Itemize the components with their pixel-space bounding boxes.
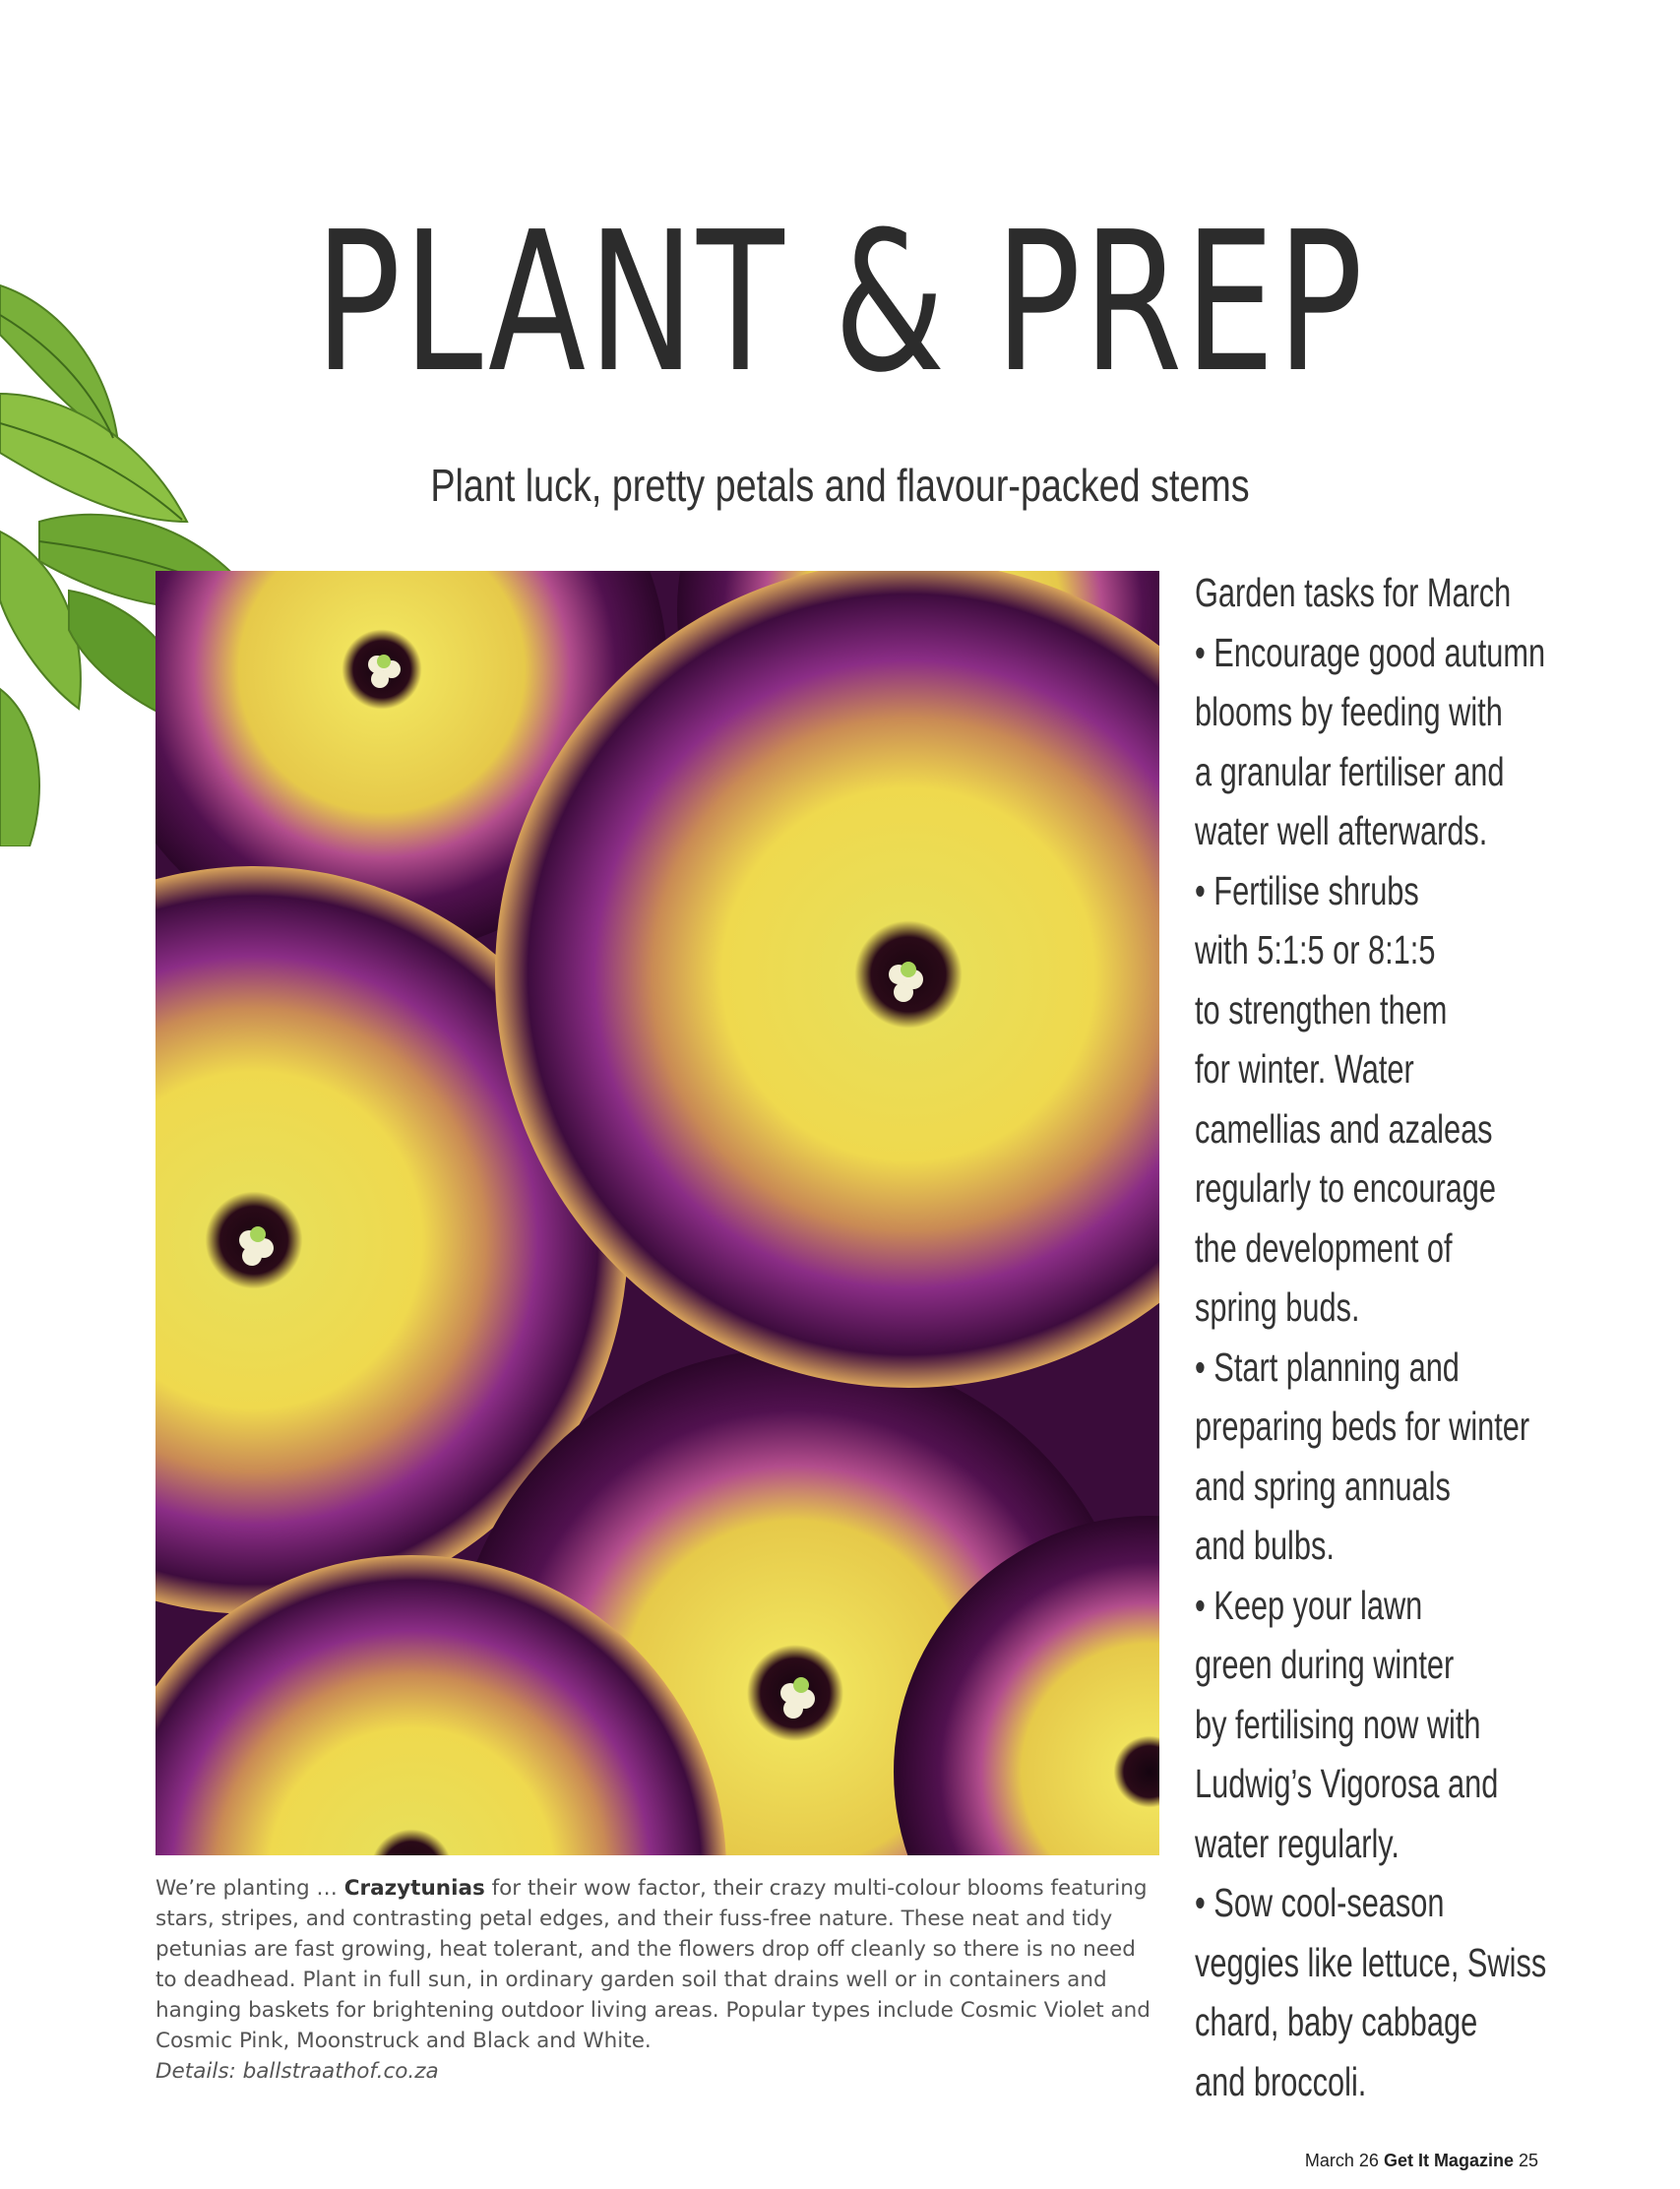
task-line: to strengthen them — [1195, 986, 1448, 1032]
task-line: • Fertilise shrubs — [1195, 867, 1419, 913]
petunia-flowers-image — [156, 571, 1159, 1855]
task-line: veggies like lettuce, Swiss — [1195, 1939, 1547, 1985]
task-line: spring buds. — [1195, 1284, 1360, 1330]
footer-page-number: 25 — [1513, 2151, 1538, 2170]
page-title: PLANT & PREP — [314, 191, 1366, 415]
caption-plant-name: Crazytunias — [343, 1876, 485, 1901]
task-line: for winter. Water — [1195, 1046, 1414, 1092]
task-line: • Encourage good autumn — [1195, 629, 1546, 675]
task-line: • Sow cool-season — [1195, 1880, 1445, 1925]
task-line: camellias and azaleas — [1195, 1105, 1493, 1152]
task-line: and bulbs. — [1195, 1523, 1335, 1568]
petunia-photo — [156, 571, 1159, 1855]
task-line: water well afterwards. — [1195, 808, 1488, 853]
task-line: • Keep your lawn — [1195, 1582, 1423, 1628]
task-line: the development of — [1195, 1224, 1453, 1271]
task-line: blooms by feeding with — [1195, 689, 1503, 734]
task-line: by fertilising now with — [1195, 1701, 1481, 1747]
caption-body: for their wow factor, their crazy multi-colour blooms featuring stars, stripes, and contrasting petal edges, and their fuss-free nature. These neat and tidy petunias are fast growing, heat tolerant, and the flowers drop off cleanly so there is no need to deadhead. Plant in full sun, in ordinary garden soil that drains well or in containers and hanging baskets for brightening outdoor living areas. Popular types include Cosmic Violet and Cosmic Pink, Moonstruck and Black and White. — [156, 1876, 1151, 2053]
garden-tasks-list — [1195, 563, 1579, 2111]
task-line: Garden tasks for March — [1195, 570, 1512, 615]
page-footer — [1305, 2151, 1538, 2171]
task-line: preparing beds for winter — [1195, 1404, 1530, 1449]
caption-details: Details: ballstraathof.co.za — [156, 2059, 439, 2084]
caption-intro: We’re planting … — [156, 1876, 344, 1901]
task-line: Ludwig’s Vigorosa and — [1195, 1761, 1499, 1806]
task-line: with 5:1:5 or 8:1:5 — [1195, 927, 1436, 972]
task-line: regularly to encourage — [1195, 1165, 1496, 1211]
photo-caption — [156, 1873, 1159, 2087]
footer-issue: March 26 — [1304, 2151, 1384, 2170]
task-line: green during winter — [1195, 1642, 1455, 1687]
page-subtitle: Plant luck, pretty petals and flavour-packed stems — [430, 460, 1250, 511]
task-line: and broccoli. — [1195, 2058, 1367, 2104]
task-line: • Start planning and — [1195, 1344, 1460, 1390]
footer-magazine: Get It Magazine — [1383, 2151, 1514, 2170]
task-line: water regularly. — [1195, 1820, 1400, 1866]
task-line: and spring annuals — [1195, 1463, 1451, 1509]
task-line: chard, baby cabbage — [1195, 1999, 1478, 2044]
task-line: a granular fertiliser and — [1195, 748, 1505, 794]
